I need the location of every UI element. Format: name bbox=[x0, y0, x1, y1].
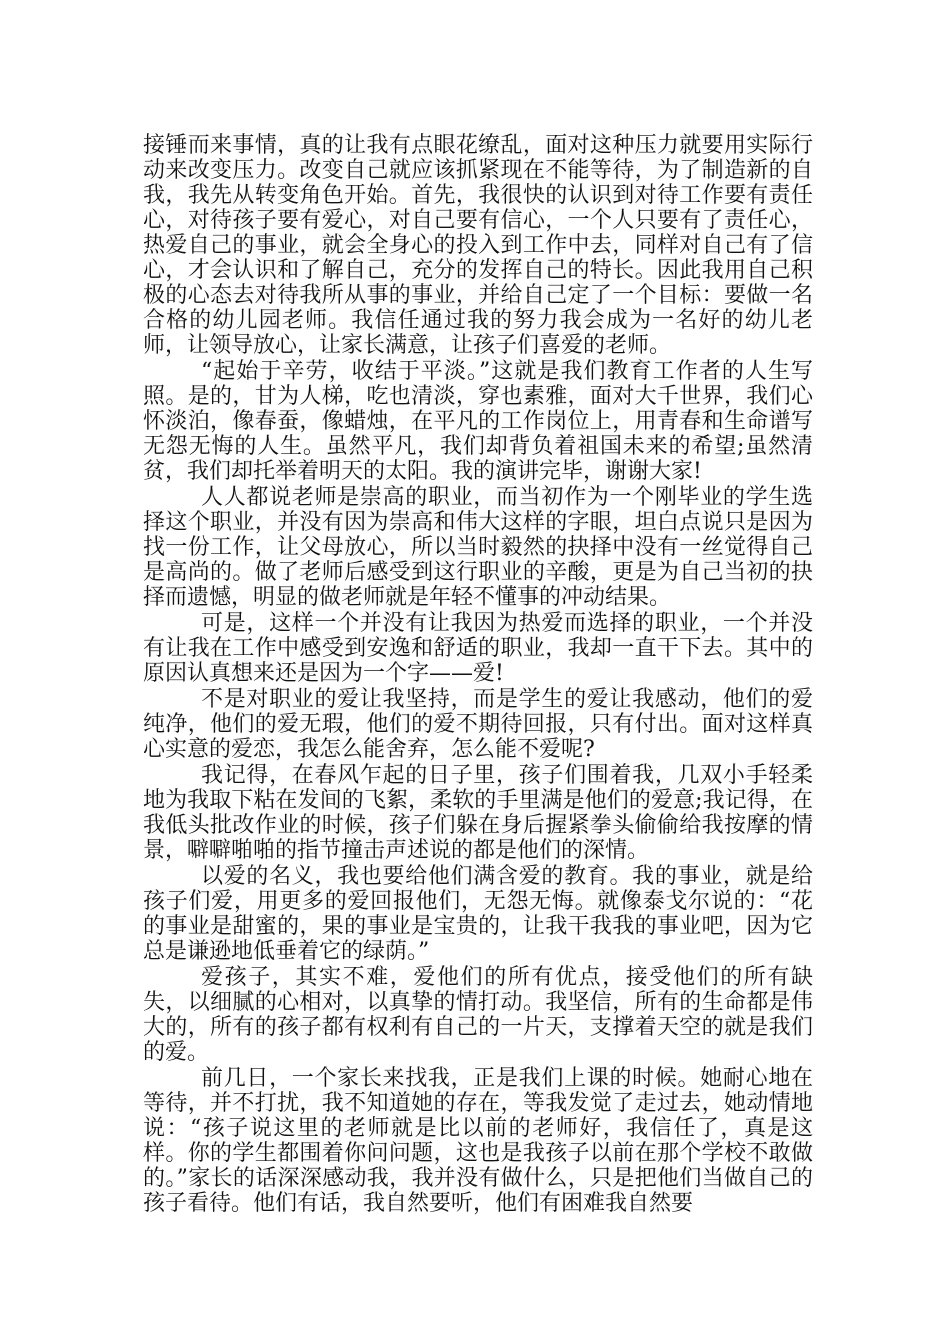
paragraph-6: 我记得，在春风乍起的日子里，孩子们围着我，几双小手轻柔地为我取下粘在发间的飞絮，柔软的手里满是他们的爱意;我记得，在我低头批改作业的时候，孩子们躲在身后握紧拳头偷偷给我按摩的情景，噼噼啪啪的指节撞击声述说的都是他们的深情。 bbox=[143, 763, 813, 863]
paragraph-3: 人人都说老师是崇高的职业，而当初作为一个刚毕业的学生选择这个职业，并没有因为崇高和伟大这样的字眼，坦白点说只是因为找一份工作，让父母放心，所以当时毅然的抉择中没有一丝觉得自己是高尚的。做了老师后感受到这行职业的辛酸，更是为自己当初的抉择而遗憾，明显的做老师就是年轻不懂事的冲动结果。 bbox=[143, 485, 813, 610]
paragraph-4: 可是，这样一个并没有让我因为热爱而选择的职业，一个并没有让我在工作中感受到安逸和舒适的职业，我却一直干下去。其中的原因认真想来还是因为一个字——爱! bbox=[143, 611, 813, 686]
paragraph-9: 前几日，一个家长来找我，正是我们上课的时候。她耐心地在等待，并不打扰，我不知道她的存在，等我发觉了走过去，她动情地说：“孩子说这里的老师就是比以前的老师好，我信任了，真是这样。你的学生都围着你问问题，这也是我孩子以前在那个学校不敢做的。”家长的话深深感动我，我并没有做什么，只是把他们当做自己的孩子看待。他们有话，我自然要听，他们有困难我自然要 bbox=[143, 1066, 813, 1216]
paragraph-5: 不是对职业的爱让我坚持，而是学生的爱让我感动，他们的爱纯净，他们的爱无瑕，他们的爱不期待回报，只有付出。面对这样真心实意的爱恋，我怎么能舍弃，怎么能不爱呢? bbox=[143, 687, 813, 762]
document-body bbox=[143, 133, 813, 1217]
paragraph-8: 爱孩子，其实不难，爱他们的所有优点，接受他们的所有缺失，以细腻的心相对，以真挚的情打动。我坚信，所有的生命都是伟大的，所有的孩子都有权利有自己的一片天，支撑着天空的就是我们的爱。 bbox=[143, 965, 813, 1065]
paragraph-7: 以爱的名义，我也要给他们满含爱的教育。我的事业，就是给孩子们爱，用更多的爱回报他们，无怨无悔。就像泰戈尔说的：“花的事业是甜蜜的，果的事业是宝贵的，让我干我我的事业吧，因为它总是谦逊地低垂着它的绿荫。” bbox=[143, 864, 813, 964]
paragraph-1: 接锤而来事情，真的让我有点眼花缭乱，面对这种压力就要用实际行动来改变压力。改变自己就应该抓紧现在不能等待，为了制造新的自我，我先从转变角色开始。首先，我很快的认识到对待工作要有责任心，对待孩子要有爱心，对自己要有信心，一个人只要有了责任心，热爱自己的事业，就会全身心的投入到工作中去，同样对自己有了信心，才会认识和了解自己，充分的发挥自己的特长。因此我用自己积极的心态去对待我所从事的事业，并给自己定了一个目标：要做一名合格的幼儿园老师。我信任通过我的努力我会成为一名好的幼儿老师，让领导放心，让家长满意，让孩子们喜爱的老师。 bbox=[143, 133, 813, 358]
paragraph-2: “起始于辛劳，收结于平淡。”这就是我们教育工作者的人生写照。是的，甘为人梯，吃也清淡，穿也素雅，面对大千世界，我们心怀淡泊，像春蚕，像蜡烛，在平凡的工作岗位上，用青春和生命谱写无怨无悔的人生。虽然平凡，我们却背负着祖国未来的希望;虽然清贫，我们却托举着明天的太阳。我的演讲完毕，谢谢大家! bbox=[143, 359, 813, 484]
